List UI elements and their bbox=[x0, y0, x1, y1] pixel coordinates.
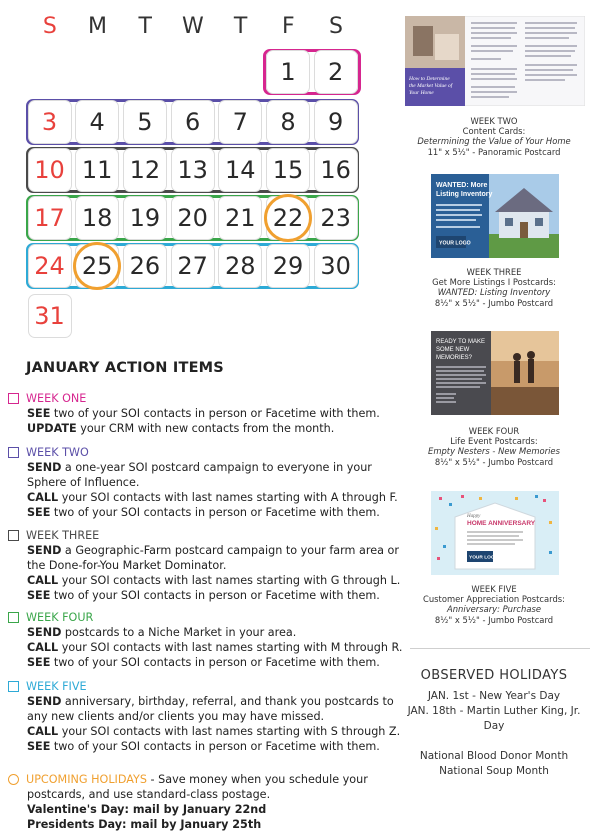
action-text: your CRM with new contacts from the month. bbox=[76, 422, 335, 435]
action-line bbox=[27, 475, 378, 490]
checkbox-icon bbox=[8, 447, 19, 458]
observed-holidays bbox=[398, 668, 590, 779]
action-items-heading: JANUARY ACTION ITEMS bbox=[26, 360, 224, 376]
life-event-postcard-thumbnail bbox=[431, 331, 559, 415]
action-verb: SEE bbox=[27, 589, 51, 602]
checkbox-icon bbox=[8, 393, 19, 404]
action-text: your SOI contacts with last names starting with S through Z. bbox=[58, 725, 401, 738]
presidents-day-line: Presidents Day: mail by January 25th bbox=[27, 818, 262, 831]
calendar-day-cell: 23 bbox=[314, 196, 358, 240]
calendar-day-cell: 19 bbox=[123, 196, 167, 240]
calendar-day-cell: 20 bbox=[171, 196, 215, 240]
action-line bbox=[27, 573, 401, 588]
action-verb: SEND bbox=[27, 626, 62, 639]
card-title: WANTED: Listing Inventory bbox=[437, 287, 551, 298]
action-line bbox=[27, 490, 398, 505]
svg-text:YOUR LOGO: YOUR LOGO bbox=[469, 555, 499, 561]
calendar-day-cell: 18 bbox=[75, 196, 119, 240]
action-text: two of your SOI contacts in person or Facetime with them. bbox=[50, 407, 380, 420]
calendar-day-cell: 26 bbox=[123, 244, 167, 288]
card-category: Life Event Postcards: bbox=[450, 436, 538, 447]
calendar-day-cell: 24 bbox=[28, 244, 72, 288]
card-title: Determining the Value of Your Home bbox=[417, 136, 571, 147]
action-verb: SEE bbox=[27, 407, 51, 420]
content-card-thumbnail bbox=[405, 16, 585, 106]
observed-holiday-line: National Soup Month bbox=[439, 765, 549, 777]
sidebar-card-week-four bbox=[398, 426, 590, 467]
day-of-week-label: T bbox=[233, 14, 248, 39]
action-line bbox=[27, 724, 401, 739]
sidebar-card-week-two bbox=[398, 116, 590, 157]
svg-text:HOME ANNIVERSARY: HOME ANNIVERSARY bbox=[467, 520, 536, 527]
calendar-day-cell: 16 bbox=[314, 148, 358, 192]
calendar-day-cell: 12 bbox=[123, 148, 167, 192]
action-text: postcards to a Niche Market in your area. bbox=[61, 626, 297, 639]
calendar-day-cell: 27 bbox=[171, 244, 215, 288]
upcoming-holidays-text-2: postcards, and use standard-class postage. bbox=[27, 788, 271, 801]
action-item-week bbox=[8, 445, 398, 520]
card-title: Anniversary: Purchase bbox=[447, 604, 541, 615]
card-week-label: WEEK THREE bbox=[466, 267, 522, 277]
action-text: the Done-for-You Market Dominator. bbox=[27, 559, 227, 572]
calendar-day-cell: 9 bbox=[314, 100, 358, 144]
card-week-label: WEEK FIVE bbox=[471, 584, 517, 594]
observed-holiday-line: JAN. 1st - New Year's Day bbox=[427, 690, 561, 702]
calendar-day-cell: 4 bbox=[75, 100, 119, 144]
calendar-day-cell: 5 bbox=[123, 100, 167, 144]
action-verb: SEND bbox=[27, 544, 62, 557]
action-line bbox=[27, 655, 378, 670]
action-verb: CALL bbox=[27, 574, 59, 587]
highlight-circle bbox=[73, 242, 121, 290]
circle-bullet-icon bbox=[8, 774, 19, 785]
action-line bbox=[27, 421, 378, 436]
action-line bbox=[27, 588, 378, 603]
day-of-week-label: F bbox=[282, 14, 295, 39]
card-size: 8½" x 5½" - Jumbo Postcard bbox=[434, 297, 554, 308]
action-verb: SEE bbox=[27, 656, 51, 669]
week-title: WEEK THREE bbox=[26, 529, 100, 542]
checkbox-icon bbox=[8, 530, 19, 541]
calendar-day-cell: 13 bbox=[171, 148, 215, 192]
action-verb: SEND bbox=[27, 695, 62, 708]
svg-text:MEMORIES?: MEMORIES? bbox=[436, 355, 473, 361]
checkbox-icon bbox=[8, 681, 19, 692]
svg-text:READY TO MAKE: READY TO MAKE bbox=[436, 339, 486, 345]
card-category: Content Cards: bbox=[462, 126, 526, 137]
sidebar-card-week-five bbox=[398, 584, 590, 625]
action-verb: SEND bbox=[27, 461, 62, 474]
svg-text:How to Determine: How to Determine bbox=[409, 76, 450, 82]
action-text: your SOI contacts with last names starting with A through F. bbox=[58, 491, 398, 504]
action-line bbox=[27, 505, 378, 520]
action-line bbox=[27, 406, 378, 421]
calendar-day-cell: 2 bbox=[314, 50, 358, 94]
action-text: any new clients and/or clients you may have missed. bbox=[27, 710, 325, 723]
valentines-day-line: Valentine's Day: mail by January 22nd bbox=[27, 803, 267, 816]
calendar-day-cell: 21 bbox=[218, 196, 262, 240]
observed-holiday-line: JAN. 18th - Martin Luther King, Jr. Day bbox=[407, 705, 581, 732]
calendar-day-cell: 3 bbox=[28, 100, 72, 144]
svg-text:SOME NEW: SOME NEW bbox=[436, 347, 470, 353]
action-line bbox=[27, 460, 378, 475]
week-title: WEEK FIVE bbox=[26, 680, 87, 693]
week-title: WEEK FOUR bbox=[26, 611, 94, 624]
card-week-label: WEEK FOUR bbox=[468, 426, 520, 436]
svg-text:Listing Inventory: Listing Inventory bbox=[436, 191, 493, 198]
calendar-day-cell: 29 bbox=[266, 244, 310, 288]
action-text: two of your SOI contacts in person or Facetime with them. bbox=[50, 589, 380, 602]
action-text: your SOI contacts with last names starting with M through R. bbox=[58, 641, 403, 654]
highlight-circle bbox=[264, 194, 312, 242]
calendar-day-cell: 6 bbox=[171, 100, 215, 144]
calendar-day-cell: 10 bbox=[28, 148, 72, 192]
card-size: 8½" x 5½" - Jumbo Postcard bbox=[434, 456, 554, 467]
listing-postcard-thumbnail bbox=[431, 174, 559, 258]
action-text: your SOI contacts with last names starting with G through L. bbox=[58, 574, 401, 587]
action-item-week bbox=[8, 391, 378, 436]
calendar-day-cell: 7 bbox=[218, 100, 262, 144]
card-size: 8½" x 5½" - Jumbo Postcard bbox=[434, 614, 554, 625]
calendar-day-cell: 25 bbox=[75, 244, 119, 288]
divider bbox=[410, 648, 590, 649]
action-line bbox=[27, 739, 378, 754]
upcoming-holidays-title: UPCOMING HOLIDAYS bbox=[26, 773, 147, 786]
svg-text:Happy: Happy bbox=[467, 514, 481, 519]
svg-text:Your Home: Your Home bbox=[409, 90, 434, 96]
action-verb: SEE bbox=[27, 506, 51, 519]
action-text: anniversary, birthday, referral, and thank you postcards to bbox=[61, 695, 394, 708]
day-of-week-label: S bbox=[329, 14, 344, 39]
calendar-day-cell: 31 bbox=[28, 294, 72, 338]
day-of-week-label: S bbox=[42, 14, 57, 39]
card-category: Get More Listings I Postcards: bbox=[432, 277, 556, 288]
action-text: a Geographic-Farm postcard campaign to your farm area or bbox=[61, 544, 399, 557]
checkbox-icon bbox=[8, 612, 19, 623]
action-verb: CALL bbox=[27, 491, 59, 504]
action-text: two of your SOI contacts in person or Facetime with them. bbox=[50, 506, 380, 519]
sidebar-card-week-three bbox=[398, 267, 590, 308]
action-text: two of your SOI contacts in person or Facetime with them. bbox=[50, 740, 380, 753]
svg-text:YOUR LOGO: YOUR LOGO bbox=[439, 240, 471, 247]
action-line bbox=[27, 709, 378, 724]
card-title: Empty Nesters - New Memories bbox=[428, 446, 560, 457]
action-verb: UPDATE bbox=[27, 422, 77, 435]
calendar-day-cell: 22 bbox=[266, 196, 310, 240]
day-of-week-label: W bbox=[182, 14, 204, 39]
action-verb: SEE bbox=[27, 740, 51, 753]
svg-text:WANTED: More: WANTED: More bbox=[436, 182, 488, 189]
week-title: WEEK TWO bbox=[26, 446, 89, 459]
action-line bbox=[27, 558, 378, 573]
observed-holidays-heading: OBSERVED HOLIDAYS bbox=[420, 668, 568, 683]
upcoming-holidays-text: - Save money when you schedule your bbox=[147, 773, 368, 786]
action-line bbox=[27, 625, 378, 640]
action-line bbox=[27, 543, 399, 558]
action-item-week bbox=[8, 679, 401, 754]
anniversary-postcard-thumbnail bbox=[431, 491, 559, 575]
day-of-week-label: T bbox=[138, 14, 152, 39]
action-line bbox=[27, 694, 394, 709]
action-item-week bbox=[8, 610, 403, 670]
calendar-day-cell: 15 bbox=[266, 148, 310, 192]
svg-text:the Market Value of: the Market Value of bbox=[409, 83, 453, 89]
action-text: Sphere of Influence. bbox=[27, 476, 140, 489]
card-category: Customer Appreciation Postcards: bbox=[423, 594, 565, 605]
calendar-day-cell: 8 bbox=[266, 100, 310, 144]
action-text: two of your SOI contacts in person or Facetime with them. bbox=[50, 656, 380, 669]
upcoming-holidays bbox=[8, 772, 378, 832]
action-item-week bbox=[8, 528, 401, 603]
calendar-day-cell: 1 bbox=[266, 50, 310, 94]
action-verb: CALL bbox=[27, 641, 59, 654]
card-size: 11" x 5½" - Panoramic Postcard bbox=[427, 146, 561, 157]
calendar-day-cell: 28 bbox=[218, 244, 262, 288]
week-title: WEEK ONE bbox=[26, 392, 87, 405]
observed-holiday-line: National Blood Donor Month bbox=[419, 750, 569, 762]
calendar-day-cell: 14 bbox=[218, 148, 262, 192]
calendar-day-cell: 17 bbox=[28, 196, 72, 240]
action-text: a one-year SOI postcard campaign to everyone in your bbox=[61, 461, 372, 474]
card-week-label: WEEK TWO bbox=[470, 116, 518, 126]
action-line bbox=[27, 640, 403, 655]
calendar-day-cell: 30 bbox=[314, 244, 358, 288]
day-of-week-label: M bbox=[88, 14, 108, 39]
calendar-day-cell: 11 bbox=[75, 148, 119, 192]
action-verb: CALL bbox=[27, 725, 59, 738]
